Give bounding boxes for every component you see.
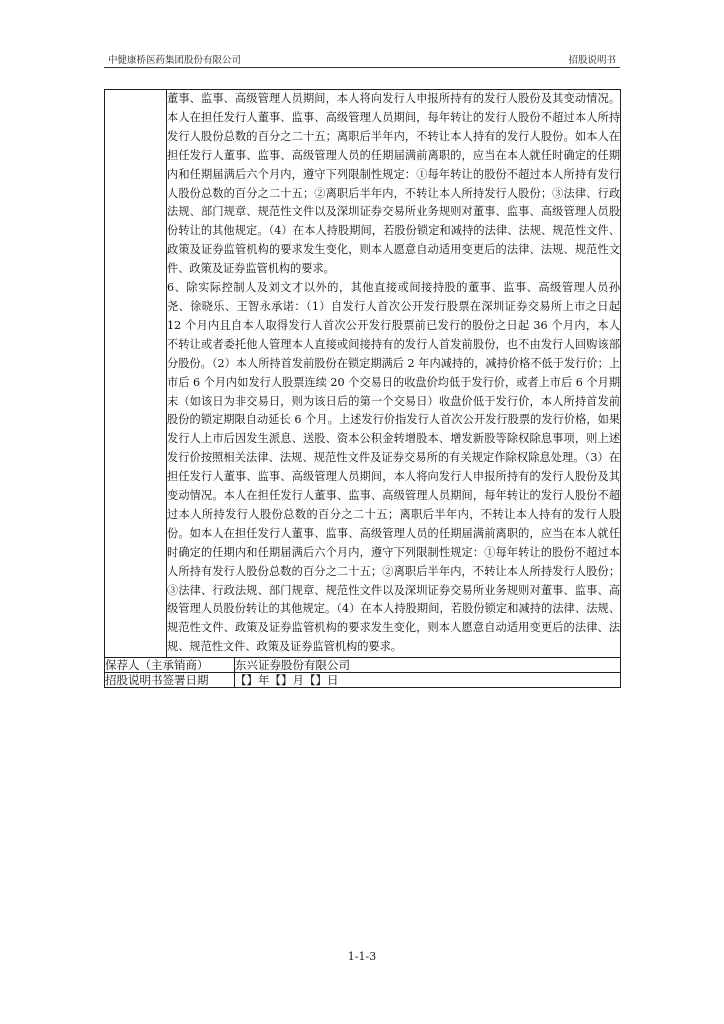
commitment-row: [105, 90, 621, 658]
sponsor-row: [105, 658, 621, 673]
commitment-paragraph-2: 6、除实际控制人及刘文才以外的，其他直接或间接持股的董事、监事、高级管理人员孙尧、徐晓乐、王智永承诺：（1）自发行人首次公开发行股票在深圳证券交易所上市之日起 12 个月内且自本人取得发行人首次公开发行股票前已发行的股份之日起 36 个月内，本人不转让或者委托他人管理本人直接或间接持有的发行人首发前股份，也不由发行人回购该部分股份。（2）本人所持首发前股份在锁定期满后 2 年内减持的，减持价格不低于发行价；上市后 6 个月内如发行人股票连续 20 个交易日的收盘价均低于发行价，或者上市后 6 个月期末（如该日为非交易日，则为该日后的第一个交易日）收盘价低于发行价，本人所持首发前股份的锁定期限自动延长 6 个月。上述发行价指发行人首次公开发行股票的发行价格，如果发行人上市后因发生派息、送股、资本公积金转增股本、增发新股等除权除息事项，则上述发行价按照相关法律、法规、规范性文件及证券交易所的有关规定作除权除息处理。（3）在担任发行人董事、监事、高级管理人员期间，本人将向发行人申报所持有的发行人股份及其变动情况。本人在担任发行人董事、监事、高级管理人员期间，每年转让的发行人股份不超过本人所持发行人股份总数的百分之二十五；离职后半年内，不转让本人持有的发行人股份。如本人在担任发行人董事、监事、高级管理人员的任期届满前离职的，应当在本人就任时确定的任期内和任期届满后六个月内，遵守下列限制性规定：①每年转让的股份不超过本人所持有发行人股份总数的百分之二十五；②离职后半年内，不转让本人所持发行人股份；③法律、行政法规、部门规章、规范性文件以及深圳证券交易所业务规则对董事、监事、高级管理人员股份转让的其他规定。（4）在本人持股期间，若股份锁定和减持的法律、法规、规范性文件、政策及证券监管机构的要求发生变化，则本人愿意自动适用变更后的法律、法规、规范性文件、政策及证券监管机构的要求。: [167, 281, 621, 654]
header-document-type: 招股说明书: [568, 55, 616, 66]
sponsor-value: 东兴证券股份有限公司: [235, 658, 621, 673]
commitment-paragraph-1: 董事、监事、高级管理人员期间，本人将向发行人申报所持有的发行人股份及其变动情况。本人在担任发行人董事、监事、高级管理人员期间，每年转让的发行人股份不超过本人所持发行人股份总数的百分之二十五；离职后半年内，不转让本人持有的发行人股份。如本人在担任发行人董事、监事、高级管理人员的任期届满前离职的，应当在本人就任时确定的任期内和任期届满后六个月内，遵守下列限制性规定：①每年转让的股份不超过本人所持有发行人股份总数的百分之二十五；②离职后半年内，不转让本人所持发行人股份；③法律、行政法规、部门规章、规范性文件以及深圳证券交易所业务规则对董事、监事、高级管理人员股份转让的其他规定。（4）在本人持股期间，若股份锁定和减持的法律、法规、规范性文件、政策及证券监管机构的要求发生变化，则本人愿意自动适用变更后的法律、法规、规范性文件、政策及证券监管机构的要求。: [167, 92, 621, 276]
sponsor-label: 保荐人（主承销商）: [105, 658, 235, 673]
page-number: 1-1-3: [347, 950, 377, 963]
signing-date-row: [105, 673, 621, 688]
page-header: [104, 50, 620, 66]
header-company-name: 中健康桥医药集团股份有限公司: [108, 55, 242, 66]
commitment-content-cell: [167, 90, 621, 658]
signing-date-label: 招股说明书签署日期: [105, 673, 235, 688]
signing-date-value: 【】年【】月【】日: [235, 673, 621, 688]
header-divider: [104, 67, 620, 68]
commitment-label-cell: [105, 90, 167, 658]
prospectus-table: [104, 89, 621, 688]
